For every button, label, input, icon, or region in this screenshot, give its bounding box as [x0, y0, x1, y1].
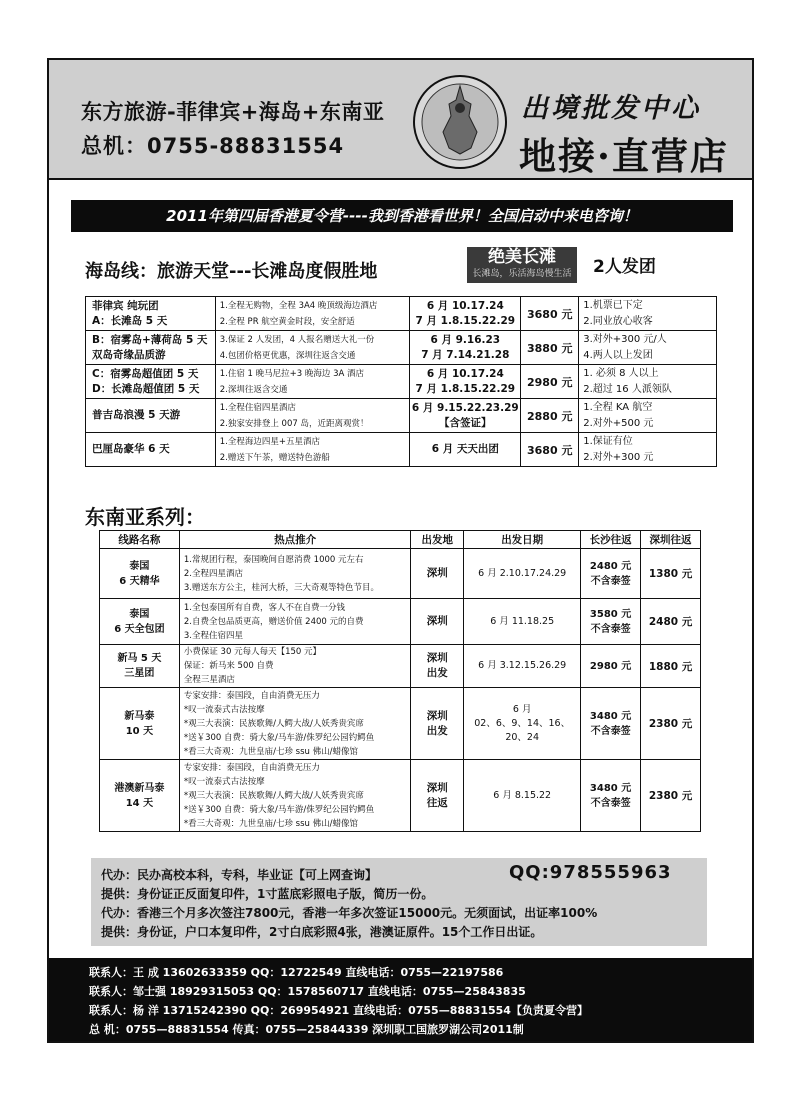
hot-points-cell: 专家安排：泰国段，自由消费无压力 *叹一流泰式古法按摩 *观三大表演：民族歌舞/人鳄大战/人妖秀贵宾席 *送￥300 自费：骑大象/马车游/侏罗纪公园钓鳄鱼 *看三大奇观：九世皇庙/七珍 ssu 佛山/蜡像馆: [179, 688, 411, 760]
route-name-line: B：宿雾岛+薄荷岛 5 天: [92, 333, 208, 346]
route-name-cell: 港澳新马泰 14 天: [100, 760, 180, 832]
column-header: 出发日期: [464, 531, 581, 549]
departure-cell: 深圳 往返: [411, 760, 464, 832]
table-header-row: [100, 531, 701, 549]
route-note-cell: [579, 365, 717, 399]
changsha-price-cell: 3480 元 不含泰签: [581, 760, 641, 832]
route-note-line: 1. 必须 8 人以上: [583, 367, 659, 379]
company-title: 东方旅游-菲律宾+海岛+东南亚: [81, 100, 385, 124]
route-name-line: A：长滩岛 5 天: [92, 314, 168, 327]
changsha-price-cell: 3580 元 不含泰签: [581, 599, 641, 645]
route-note-line: 3.对外+300 元/人: [583, 333, 667, 345]
route-date-line: 6 月 10.17.24: [426, 299, 504, 312]
route-date-line: 7 月 1.8.15.22.29: [415, 382, 516, 395]
departure-cell: 深圳: [411, 599, 464, 645]
contact-line-1: 联系人：王 成 13602633359 QQ：12722549 直线电话：0755—22197586: [89, 966, 504, 979]
route-name-line: D：长滩岛超值团 5 天: [92, 382, 200, 395]
departure-dates-cell: 6 月 3.12.15.26.29: [464, 645, 581, 688]
route-desc-line: 3.保证 2 人发团，4 人报名赠送大礼一份: [219, 334, 375, 345]
departure-cell: 深圳 出发: [411, 645, 464, 688]
changsha-price-cell: 2980 元: [581, 645, 641, 688]
header: [49, 60, 752, 180]
sea-section-title: 东南亚系列：: [85, 505, 205, 529]
info-line-1: 代办：民办高校本科，专科，毕业证【可上网查询】: [101, 868, 378, 882]
route-name-line: 普吉岛浪漫 5 天游: [92, 409, 181, 421]
table-row: [86, 331, 717, 365]
route-note-line: 2.超过 16 人派领队: [583, 383, 672, 395]
column-header: 长沙往返: [581, 531, 641, 549]
southeast-asia-table: [99, 530, 701, 832]
route-desc-line: 1.全程海边四星+五星酒店: [219, 436, 320, 447]
route-note-line: 1.全程 KA 航空: [583, 401, 653, 413]
departure-dates-cell: 6 月 11.18.25: [464, 599, 581, 645]
route-desc-line: 1.住宿 1 晚马尼拉+3 晚海边 3A 酒店: [219, 368, 365, 379]
route-desc-line: 2.全程 PR 航空黄金时段，安全舒适: [219, 316, 355, 327]
departure-cell: 深圳: [411, 549, 464, 599]
badge-main-text: 绝美长滩: [488, 247, 556, 267]
column-header: 出发地: [411, 531, 464, 549]
table-row: [86, 433, 717, 467]
shenzhen-price-cell: 1380 元: [641, 549, 701, 599]
route-note-cell: [579, 433, 717, 467]
table-row: [100, 760, 701, 832]
route-desc-line: 4.包团价格更优惠，深圳往返含交通: [219, 350, 356, 361]
hot-points-cell: 小费保证 30 元每人每天【150 元】 保证：新马来 500 自费 全程三星酒店: [179, 645, 411, 688]
route-date-cell: [410, 331, 521, 365]
route-price-cell: 2980 元: [521, 365, 579, 399]
island-section-title: 海岛线：旅游天堂---长滩岛度假胜地: [85, 261, 378, 282]
shenzhen-price-cell: 2380 元: [641, 688, 701, 760]
route-name-cell: 新马泰 10 天: [100, 688, 180, 760]
route-price-cell: 3680 元: [521, 433, 579, 467]
route-date-line: 7 月 1.8.15.22.29: [415, 314, 516, 327]
route-desc-line: 2.独家安排登上 007 岛，近距离观赏！: [219, 418, 369, 429]
island-table: [85, 296, 717, 467]
route-price-cell: 2880 元: [521, 399, 579, 433]
route-name-line: 菲律宾 纯玩团: [92, 299, 159, 312]
table-row: [86, 297, 717, 331]
buddha-logo-icon: [401, 72, 519, 172]
route-name-cell: 新马 5 天 三星团: [100, 645, 180, 688]
contact-line-3: 联系人：杨 洋 13715242390 QQ：269954921 直线电话：0755—88831554【负责夏令营】: [89, 1004, 588, 1017]
route-desc-line: 1.全程无购物，全程 3A4 晚顶级海边酒店: [219, 300, 378, 311]
info-line-4: 提供：身份证，户口本复印件，2寸白底彩照4张，港澳证原件。15个工作日出证。: [101, 925, 543, 939]
route-desc-cell: [215, 365, 410, 399]
contact-line-2: 联系人：邹士强 18929315053 QQ：1578560717 直线电话：0755—25843835: [89, 985, 526, 998]
route-date-line: 7 月 7.14.21.28: [421, 348, 510, 361]
route-name-cell: [86, 399, 216, 433]
badge-sub-text: 长滩岛，乐活海岛慢生活: [472, 269, 572, 279]
route-date-cell: [410, 399, 521, 433]
agency-info-box: [91, 858, 707, 946]
hot-points-cell: 1.全包泰国所有自费，客人不在自费一分钱 2.自费全包品质更高，赠送价值 2400 元的自费 3.全程住宿四星: [179, 599, 411, 645]
shenzhen-price-cell: 2480 元: [641, 599, 701, 645]
route-date-cell: [410, 297, 521, 331]
table-row: [100, 688, 701, 760]
route-note-line: 4.两人以上发团: [583, 349, 653, 361]
hot-points-cell: 1.常规团行程，泰国晚间自愿消费 1000 元左右 2.全程四星酒店 3.赠送东方公主，桂河大桥，三大奇观等特色节目。: [179, 549, 411, 599]
route-note-line: 2.对外+300 元: [583, 451, 654, 463]
route-date-line: 6 月 9.16.23: [430, 333, 501, 346]
contact-footer: [49, 958, 752, 1043]
route-desc-cell: [215, 331, 410, 365]
route-date-cell: [410, 433, 521, 467]
route-desc-line: 2.赠送下午茶，赠送特色游船: [219, 452, 330, 463]
table-row: [100, 599, 701, 645]
route-name-line: 巴厘岛豪华 6 天: [92, 443, 170, 455]
route-date-line: 6 月 天天出团: [431, 443, 499, 455]
route-note-cell: [579, 399, 717, 433]
changsha-price-cell: 2480 元 不含泰签: [581, 549, 641, 599]
table-row: [86, 399, 717, 433]
info-line-2: 提供：身份证正反面复印件，1寸蓝底彩照电子版，简历一份。: [101, 887, 434, 901]
changsha-price-cell: 3480 元 不含泰签: [581, 688, 641, 760]
main-phone: 总机：0755-88831554: [81, 134, 345, 158]
qq-number: QQ:978555963: [509, 862, 672, 883]
route-name-line: 双岛奇缘品质游: [92, 348, 166, 361]
table-row: [86, 365, 717, 399]
shenzhen-price-cell: 2380 元: [641, 760, 701, 832]
summer-camp-banner: 2011年第四届香港夏令营----我到香港看世界！全国启动中来电咨询！: [71, 200, 733, 232]
route-price-cell: 3680 元: [521, 297, 579, 331]
route-name-line: C：宿雾岛超值团 5 天: [92, 367, 199, 380]
hot-points-cell: 专家安排：泰国段，自由消费无压力 *叹一流泰式古法按摩 *观三大表演：民族歌舞/人鳄大战/人妖秀贵宾席 *送￥300 自费：骑大象/马车游/侏罗纪公园钓鳄鱼 *看三大奇观：九世皇庙/七珍 ssu 佛山/蜡像馆: [179, 760, 411, 832]
column-header: 热点推介: [179, 531, 411, 549]
table-row: [100, 549, 701, 599]
route-note-line: 2.对外+500 元: [583, 417, 654, 429]
route-note-cell: [579, 297, 717, 331]
route-name-cell: 泰国 6 天全包团: [100, 599, 180, 645]
table-row: [100, 645, 701, 688]
route-note-line: 1.机票已下定: [583, 299, 643, 311]
route-date-cell: [410, 365, 521, 399]
route-note-cell: [579, 331, 717, 365]
route-desc-line: 2.深圳往返含交通: [219, 384, 288, 395]
store-title: 地接·直营店: [519, 134, 729, 178]
column-header: 线路名称: [100, 531, 180, 549]
departure-dates-cell: 6 月 2.10.17.24.29: [464, 549, 581, 599]
route-name-cell: [86, 297, 216, 331]
departure-cell: 深圳 出发: [411, 688, 464, 760]
flyer-page: [47, 58, 754, 1043]
route-desc-cell: [215, 399, 410, 433]
departure-dates-cell: 6 月 8.15.22: [464, 760, 581, 832]
route-note-line: 2.同业放心收客: [583, 315, 653, 327]
route-name-cell: [86, 331, 216, 365]
route-date-line: 【含签证】: [439, 416, 492, 429]
route-price-cell: 3880 元: [521, 331, 579, 365]
route-desc-line: 1.全程住宿四星酒店: [219, 402, 296, 413]
route-name-cell: [86, 433, 216, 467]
boracay-badge: [467, 247, 577, 283]
route-date-line: 6 月 10.17.24: [426, 367, 504, 380]
column-header: 深圳往返: [641, 531, 701, 549]
wholesale-center-title: 出境批发中心: [521, 93, 701, 124]
info-line-3: 代办：香港三个月多次签注7800元，香港一年多次签证15000元。无须面试，出证率100%: [101, 906, 598, 920]
route-name-cell: 泰国 6 天精华: [100, 549, 180, 599]
shenzhen-price-cell: 1880 元: [641, 645, 701, 688]
route-desc-cell: [215, 433, 410, 467]
route-desc-cell: [215, 297, 410, 331]
island-group-note: 2人发团: [593, 257, 656, 277]
route-note-line: 1.保证有位: [583, 435, 633, 447]
route-name-cell: [86, 365, 216, 399]
contact-line-4: 总 机：0755—88831554 传真：0755—25844339 深圳职工国旅罗湖公司2011制: [89, 1023, 524, 1036]
route-date-line: 6 月 9.15.22.23.29: [411, 401, 519, 414]
departure-dates-cell: 6 月 02、6、9、14、16、 20、24: [464, 688, 581, 760]
